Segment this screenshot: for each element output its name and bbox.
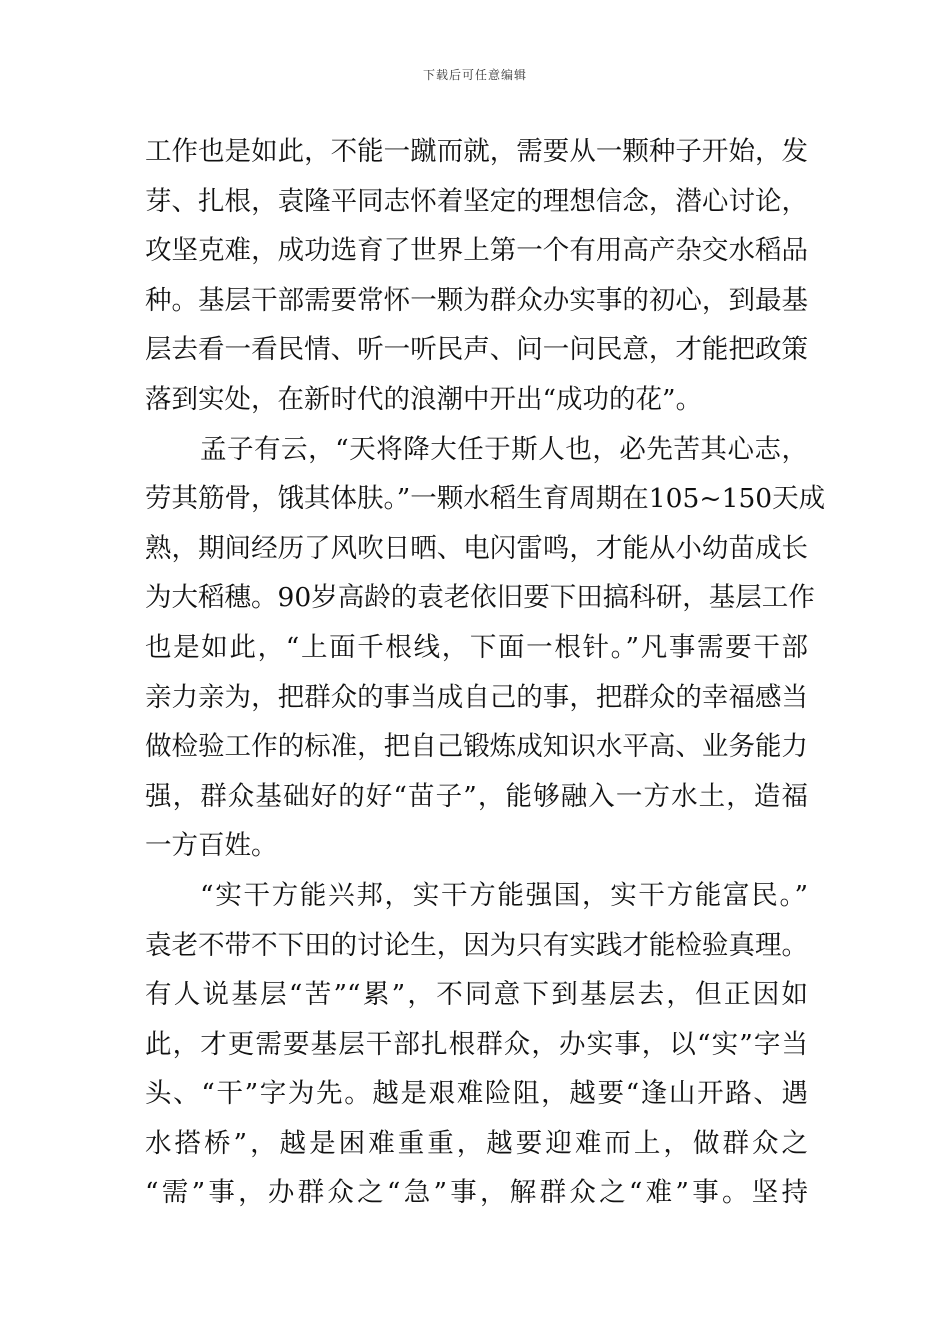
text-line: 为大稻穗。90岁高龄的袁老依旧要下田搞科研，基层工作 <box>145 582 815 614</box>
text-line: 水搭桥”，越是困难重重，越要迎难而上，做群众之 <box>145 1127 808 1159</box>
text-line: 头、“干”字为先。越是艰难险阻，越要“逢山开路、遇 <box>145 1078 808 1110</box>
text-line: “实干方能兴邦，实干方能强国，实干方能富民。” <box>200 879 808 911</box>
text-line: 做检验工作的标准，把自己锻炼成知识水平高、业务能力 <box>145 731 808 763</box>
text-line: 孟子有云，“天将降大任于斯人也，必先苦其心志， <box>200 433 808 465</box>
text-line: 劳其筋骨，饿其体肤。”一颗水稻生育周期在105~150天成 <box>145 483 826 515</box>
text-line: 亲力亲为，把群众的事当成自己的事，把群众的幸福感当 <box>145 681 808 713</box>
page-header-note: 下载后可任意编辑 <box>422 68 527 82</box>
text-line: 袁老不带不下田的讨论生，因为只有实践才能检验真理。 <box>145 929 808 961</box>
text-line: 层去看一看民情、听一听民声、问一问民意，才能把政策 <box>145 334 808 366</box>
text-line: 种。基层干部需要常怀一颗为群众办实事的初心，到最基 <box>145 284 808 316</box>
text-line: 此，才更需要基层干部扎根群众，办实事，以“实”字当 <box>145 1028 808 1060</box>
text-line: 有人说基层“苦”“累”，不同意下到基层去，但正因如 <box>145 979 808 1011</box>
document-body <box>145 127 826 1218</box>
text-line: “需”事，办群众之“急”事，解群众之“难”事。坚持 <box>145 1177 808 1209</box>
text-line: 熟，期间经历了风吹日晒、电闪雷鸣，才能从小幼苗成长 <box>145 532 808 564</box>
text-line: 也是如此，“上面千根线，下面一根针。”凡事需要干部 <box>145 631 808 663</box>
text-line: 芽、扎根，袁隆平同志怀着坚定的理想信念，潜心讨论， <box>145 185 808 217</box>
text-line: 工作也是如此，不能一蹴而就，需要从一颗种子开始，发 <box>145 136 808 167</box>
text-line: 落到实处，在新时代的浪潮中开出“成功的花”。 <box>145 383 703 415</box>
text-line: 攻坚克难，成功选育了世界上第一个有用高产杂交水稻品 <box>145 235 808 267</box>
text-line: 强，群众基础好的好“苗子”，能够融入一方水土，造福 <box>145 780 808 812</box>
text-line: 一方百姓。 <box>145 830 278 862</box>
